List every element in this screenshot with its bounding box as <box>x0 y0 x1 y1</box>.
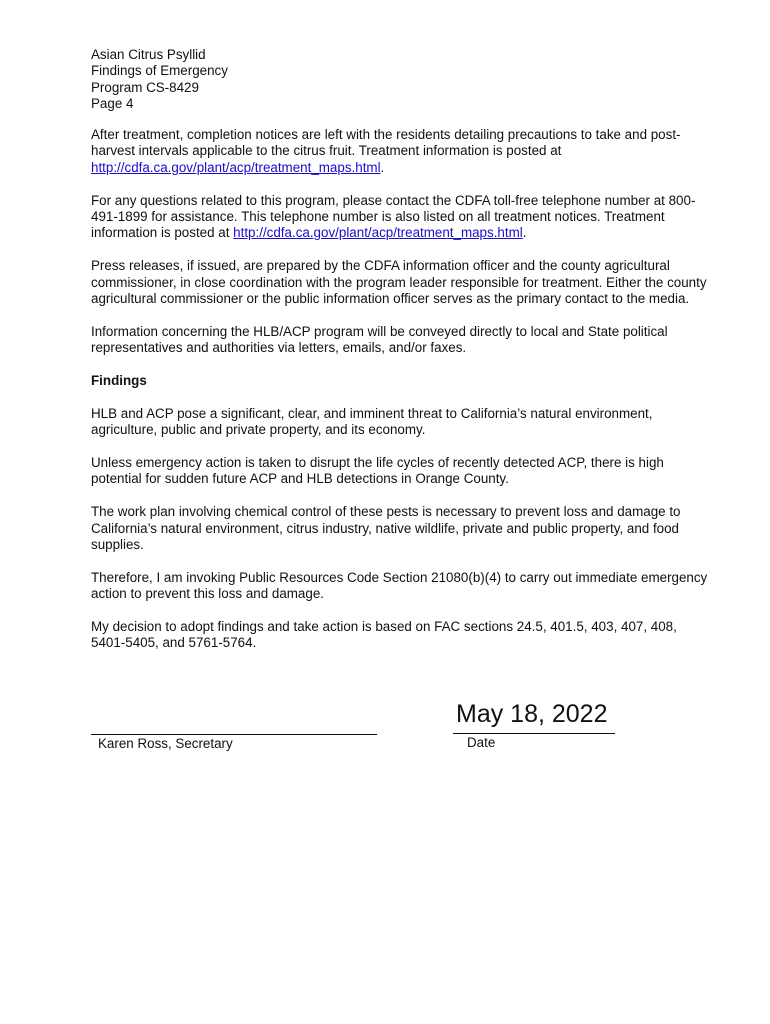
findings-heading: Findings <box>91 373 147 389</box>
paragraph-text: After treatment, completion notices are left with the residents detailing precautions to take and post-harvest intervals applicable to the citrus fruit. Treatment information is posted at <box>91 127 681 159</box>
paragraph-text: For any questions related to this program, please contact the CDFA toll-free telephone number at 800-491-1899 for assistance. This telephone number is also listed on all treatment notices. Treatment information is posted at <box>91 192 696 241</box>
paragraph-press-releases: Press releases, if issued, are prepared by the CDFA information officer and the county agricultural commissioner, in close coordination with the program leader responsible for treatment. Either the county agricultural commissioner or the public information officer serves as the primary contact to the media. <box>91 258 707 307</box>
paragraph-contact <box>91 193 711 242</box>
signatory-name: Karen Ross, Secretary <box>98 736 233 751</box>
header-page-number: Page 4 <box>91 96 134 112</box>
paragraph-invoking: Therefore, I am invoking Public Resources Code Section 21080(b)(4) to carry out immediate emergency action to prevent this loss and damage. <box>91 569 708 602</box>
paragraph-punctuation: . <box>380 159 385 175</box>
treatment-maps-link[interactable]: http://cdfa.ca.gov/plant/acp/treatment_maps.html <box>91 159 381 175</box>
signature-block <box>91 718 377 752</box>
paragraph-treatment-notices <box>91 127 711 176</box>
date-label: Date <box>467 735 496 750</box>
paragraph-threat: HLB and ACP pose a significant, clear, and imminent threat to California’s natural environment, agriculture, public and private property, and its economy. <box>91 405 653 438</box>
signed-date: May 18, 2022 <box>456 700 608 728</box>
date-line <box>453 729 615 734</box>
treatment-maps-link-2[interactable]: http://cdfa.ca.gov/plant/acp/treatment_maps.html <box>233 225 523 241</box>
header-subtitle: Findings of Emergency <box>91 63 228 79</box>
paragraph-information: Information concerning the HLB/ACP program will be conveyed directly to local and State political representatives and authorities via letters, emails, and/or faxes. <box>91 323 668 356</box>
paragraph-work-plan: The work plan involving chemical control of these pests is necessary to prevent loss and damage to California’s natural environment, citrus industry, native wildlife, private and public property, and food supplies. <box>91 504 681 553</box>
paragraph-punctuation: . <box>522 225 527 241</box>
paragraph-decision: My decision to adopt findings and take action is based on FAC sections 24.5, 401.5, 403, 407, 408, 5401-5405, and 5761-5764. <box>91 619 677 651</box>
signature-line <box>91 718 377 735</box>
date-block <box>453 699 615 751</box>
header-title: Asian Citrus Psyllid <box>91 47 206 62</box>
document-body <box>91 127 711 668</box>
paragraph-emergency-action: Unless emergency action is taken to disrupt the life cycles of recently detected ACP, there is high potential for sudden future ACP and HLB detections in Orange County. <box>91 455 664 487</box>
header-program-number: Program CS-8429 <box>91 79 199 95</box>
document-header <box>91 47 711 113</box>
